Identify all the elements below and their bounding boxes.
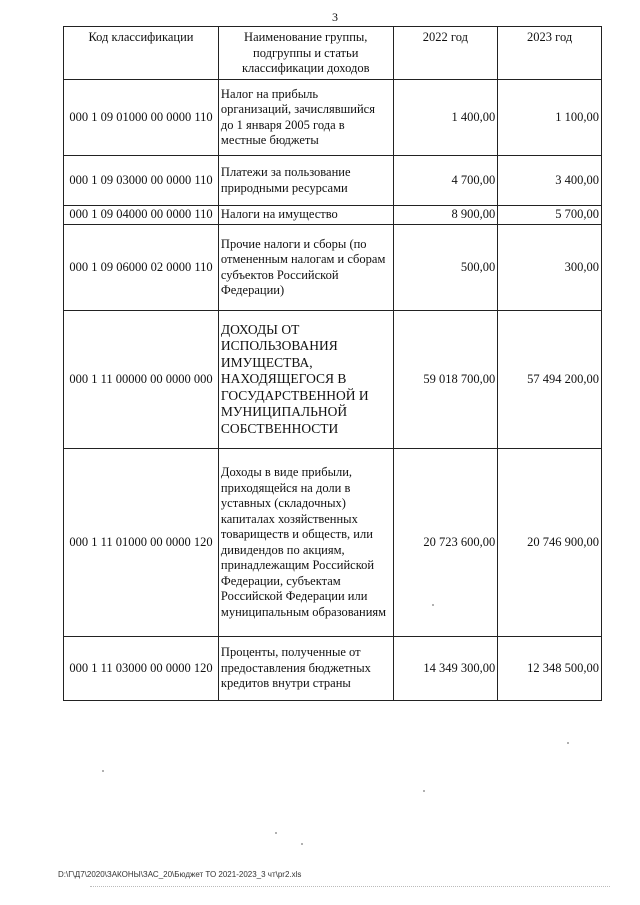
row-code: 000 1 11 00000 00 0000 000 [64,311,219,449]
row-value-2022: 1 400,00 [393,80,498,156]
table-row [64,156,602,206]
scan-speck [102,770,104,772]
row-value-2023: 1 100,00 [498,80,602,156]
row-value-2022: 8 900,00 [393,206,498,225]
row-name: Налоги на имущество [218,206,393,225]
scan-speck [275,832,277,834]
row-value-2023: 12 348 500,00 [498,637,602,701]
row-code: 000 1 11 01000 00 0000 120 [64,449,219,637]
row-value-2023: 3 400,00 [498,156,602,206]
header-year-2023: 2023 год [498,27,602,80]
row-code: 000 1 11 03000 00 0000 120 [64,637,219,701]
header-year-2022: 2022 год [393,27,498,80]
row-name: Прочие налоги и сборы (по отмененным налогам и сборам субъектов Российской Федерации) [218,225,393,311]
row-name: ДОХОДЫ ОТ ИСПОЛЬЗОВАНИЯ ИМУЩЕСТВА, НАХОДЯЩЕГОСЯ В ГОСУДАРСТВЕННОЙ И МУНИЦИПАЛЬНОЙ СОБСТВЕННОСТИ [218,311,393,449]
row-value-2022: 500,00 [393,225,498,311]
header-name: Наименование группы, подгруппы и статьи классификации доходов [218,27,393,80]
budget-revenue-table [63,26,602,701]
table-row [64,80,602,156]
scan-speck [423,790,425,792]
table-row [64,637,602,701]
row-value-2023: 5 700,00 [498,206,602,225]
row-name: Налог на прибыль организаций, зачислявшийся до 1 января 2005 года в местные бюджеты [218,80,393,156]
table-row [64,311,602,449]
table-row [64,449,602,637]
row-name: Доходы в виде прибыли, приходящейся на доли в уставных (складочных) капиталах хозяйственных товариществ и обществ, или дивидендов по акциям, принадлежащим Российской Федерации, субъектам Российской Федерации или муниципальным образованиям [218,449,393,637]
row-code: 000 1 09 06000 02 0000 110 [64,225,219,311]
row-value-2022: 14 349 300,00 [393,637,498,701]
row-name: Платежи за пользование природными ресурсами [218,156,393,206]
row-code: 000 1 09 04000 00 0000 110 [64,206,219,225]
table-header-row [64,27,602,80]
row-value-2023: 20 746 900,00 [498,449,602,637]
row-code: 000 1 09 03000 00 0000 110 [64,156,219,206]
scan-speck [301,843,303,845]
row-value-2023: 300,00 [498,225,602,311]
file-path-footer: D:\Г\Д7\2020\ЗАКОНЫ\ЗАС_20\Бюджет ТО 2021-2023_3 чт\pr2.xls [58,870,302,879]
row-name: Проценты, полученные от предоставления бюджетных кредитов внутри страны [218,637,393,701]
page-number: 3 [332,10,338,24]
footer-divider [90,886,610,887]
row-value-2022: 20 723 600,00 [393,449,498,637]
row-value-2022: 4 700,00 [393,156,498,206]
row-value-2022: 59 018 700,00 [393,311,498,449]
scan-speck [432,604,434,606]
table-row [64,225,602,311]
header-code: Код классификации [64,27,219,80]
row-code: 000 1 09 01000 00 0000 110 [64,80,219,156]
table-row [64,206,602,225]
row-value-2023: 57 494 200,00 [498,311,602,449]
scan-speck [567,742,569,744]
